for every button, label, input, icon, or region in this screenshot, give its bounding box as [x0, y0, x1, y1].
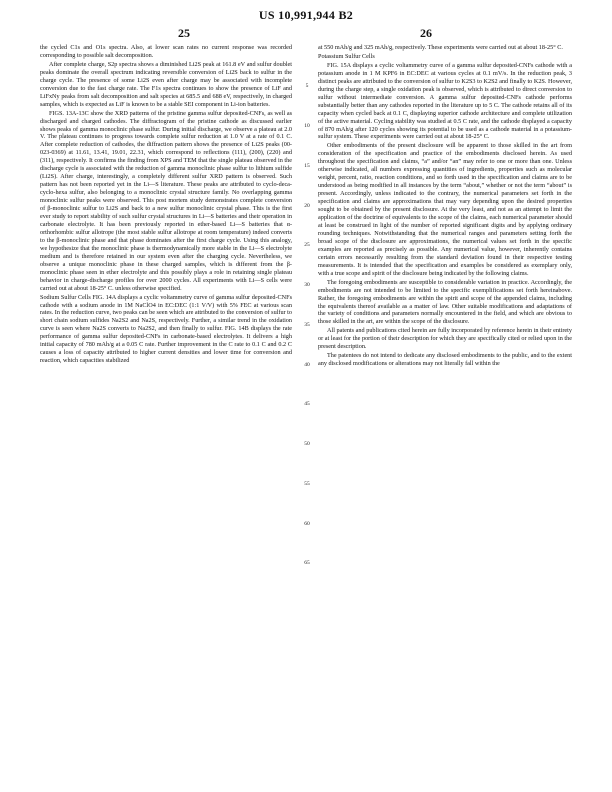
line-number: 65: [304, 560, 310, 566]
line-number: 35: [304, 322, 310, 328]
line-number: 20: [304, 203, 310, 209]
line-number: 10: [304, 123, 310, 129]
paragraph: FIG. 15A displays a cyclic voltammetry curve of a gamma sulfur deposited-CNFs cathode with a potassium anode in 1 M KPF6 in EC:DEC at various cycles at 0.1 mV/s. In the reduction peak, 3 distinct peaks are attributed to the conversion of sulfur to K2S3 to K2S2 and finally to K2S. However, during the charge step, a single oxidation peak is observed, which is attributed to direct conversion to sulfur without intermediate conversion. A gamma sulfur deposited-CNFs cathode performs substantially better than any cathodes reported in the literature up to 5 C. The cathode retains all of its capacity when cycled back at 0.1 C, displaying superior cathode architecture and complete utilization of the active material. Cycling stability was studied at 0.5 C rate, and the cathode displayed a capacity of 870 mAh/g after 120 cycles showing its potential to be used as a cathode material in a potassium-sulfur system. These experiments were carried out at about 18-25° C.: [318, 61, 572, 141]
line-number: 45: [304, 401, 310, 407]
patent-number: US 10,991,944 B2: [258, 8, 354, 22]
paragraph: at 550 mAh/g and 325 mAh/g, respectively. These experiments were carried out at about 18-25° C.: [318, 44, 563, 51]
paragraph: the cycled C1s and O1s spectra. Also, at lower scan rates no current response was recorded corresponding to possible salt decomposition.: [40, 44, 292, 59]
paragraph: The foregoing embodiments are susceptible to considerable variation in practice. Accordingly, the embodiments are not intended to be limited to the specific exemplifications set forth hereinabove. Rather, the foregoing embodiments are within the spirit and scope of the appended claims, including the equivalents thereof available as a matter of law. Other suitable modifications and adaptations of the variety of conditions and parameters normally encountered in the field, and which are obvious to those skilled in the art, are within the scope of the disclosure.: [318, 278, 572, 326]
paragraph: Sodium Sulfur Cells FIG. 14A displays a cyclic voltammetry curve of gamma sulfur deposited-CNFs cathode with a sodium anode in 1M NaClO4 in EC:DEC (1:1 V/V) with 5% FEC at various scan rates. In the reduction curve, two peaks can be seen which are attributed to the conversion of sulfur to short chain sodium sulfides Na2S2 and Na2S, respectively. Further, a similar trend in the oxidation curve is seen where Na2S converts to Na2S2, and then finally to sulfur. FIG. 14B displays the rate performance of gamma sulfur deposited-CNFs in carbonate-based electrolytes. It delivers a high initial capacity of 780 mAh/g at a 0.05 C rate. Further improvement in the C rate to 0.1 C and 0.2 C causes a loss of capacity attributed to higher current densities and lower time for conversion and reaction, which capacities stabilized: [40, 293, 292, 365]
left-column: [40, 44, 292, 366]
line-number: 55: [304, 481, 310, 487]
left-page-number: 25: [178, 26, 190, 40]
line-number: 15: [304, 163, 310, 169]
line-number: 25: [304, 242, 310, 248]
line-number: 50: [304, 441, 310, 447]
right-page-number: 26: [420, 26, 432, 40]
paragraph: After complete charge, S2p spectra shows a diminished Li2S peak at 161.8 eV and sulfur doublet peaks dominate the overall spectrum indicating reversible conversion of Li2S back to sulfur in the charge cycle. The presence of some Li2S even after charge may be associated with incomplete conversion due to the fast charge rate. The F1s spectra continues to show the presence of LiF and LiFxNy peaks from salt decomposition and salt species at 685.5 and 688 eV, respectively, in charged samples, which is expected as LiF is known to be a stable SEI component in Li-ion batteries.: [40, 60, 292, 108]
line-number: 40: [304, 362, 310, 368]
right-column: [318, 44, 572, 369]
line-number: 5: [305, 83, 309, 89]
paragraph: FIGS. 13A-13C show the XRD patterns of the pristine gamma sulfur deposited-CNFs, as well as discharged and charged cathodes. The diffractogram of the pristine cathode as discussed earlier shows peaks of gamma monoclinic phase sulfur. During initial discharge, we observe a plateau at 2.0 V. The plateau continues to progress towards complete sulfur reduction at 1.0 V at a rate of 0.1 C. After complete reduction of cathodes, the diffraction pattern shows the presence of Li2S peaks (00-023-0369) at 11.61, 13.41, 19.01, 22.31, which correspond to reflections (111), (200), (220) and (311), respectively. It confirms the finding from XPS and TEM that the single plateau observed in the discharge cycle is associated with the reduction of gamma monoclinic phase sulfur to lithium sulfide (Li2S). After charge, interestingly, a completely different sulfur XRD pattern is observed. Such pattern has not been reported yet in the Li—S literature. These peaks are attributed to cyclo-deca-cyclo-hexa sulfur, also belonging to a monoclinic crystal structure family. No overlapping gamma monoclinic sulfur peaks were observed. This post mortem study demonstrates complete conversion of β-monoclinic sulfur to Li2S and back to a new sulfur monoclinic crystal phase. This is the first ever study to report stability of such sulfur crystal structures in Li—S batteries and their operation in carbonate electrolyte. It has been previously reported in ether-based Li—S batteries that α-orthorhombic sulfur allotrope (the most stable sulfur allotrope at room temperature) indeed converts to the β-monoclinic phase and that phase dominates after the first charge cycle. Using this analogy, we hypothesize that the monoclinic phase is thermodynamically more stable in the Li—S electrolyte medium and is therefore retained in our system even after the charging cycle. Nevertheless, we observe a unique monoclinic phase in these charged samples, which is different from the β-monoclinic phase seen in ether electrolyte and this possibly plays a role in retaining single plateau behavior in charge-discharge profiles for over 2000 cycles. All experiments with Li—S cells were carried out at about 18-25° C. unless otherwise specified.: [40, 109, 292, 292]
paragraph: All patents and publications cited herein are fully incorporated by reference herein in their entirety or at least for the portion of their description for which they are specifically cited or relied upon in the present description.: [318, 327, 572, 351]
line-number: 60: [304, 521, 310, 527]
line-number: 30: [304, 282, 310, 288]
paragraph: Other embodiments of the present disclosure will be apparent to those skilled in the art from consideration of the specification and practice of the embodiments disclosed herein. As used throughout the specification and claims, “a” and/or “an” may refer to one or more than one. Unless otherwise indicated, all numbers expressing quantities of ingredients, properties such as molecular weight, percent, ratio, reaction conditions, and so forth used in the specification and claims are to be understood as being modified in all instances by the term “about,” whether or not the term “about” is present. Accordingly, unless indicated to the contrary, the numerical parameters set forth in the specification and claims are approximations that may vary depending upon the desired properties sought to be obtained by the present disclosure. At the very least, and not as an attempt to limit the application of the doctrine of equivalents to the scope of the claims, each numerical parameter should at least be construed in light of the number of reported significant digits and by applying ordinary rounding techniques. Notwithstanding that the numerical ranges and parameters setting forth the broad scope of the disclosure are approximations, the numerical values set forth in the specific examples are reported as precisely as possible. Any numerical value, however, inherently contains certain errors necessarily resulting from the standard deviation found in their respective testing measurements. It is intended that the specification and examples be considered as exemplary only, with a true scope and spirit of the disclosure being indicated by the following claims.: [318, 142, 572, 277]
section-heading: Potassium Sulfur Cells: [318, 52, 375, 60]
paragraph: The patentees do not intend to dedicate any disclosed embodiments to the public, and to the extent any disclosed modifications or alterations may not literally fall within the: [318, 352, 572, 368]
